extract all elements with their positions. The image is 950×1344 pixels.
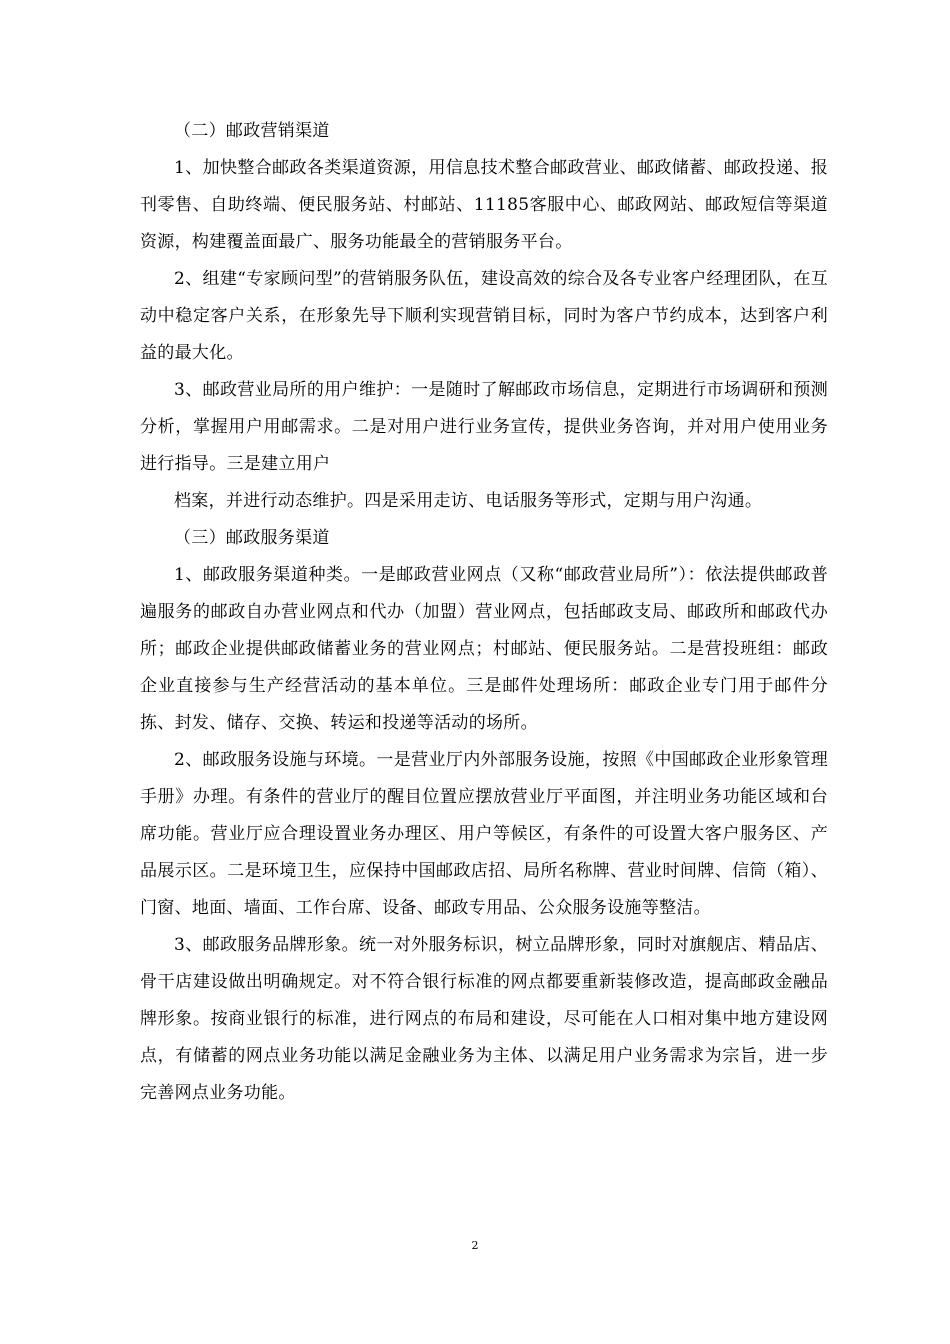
paragraph: 1、邮政服务渠道种类。一是邮政营业网点（又称“邮政营业局所”）：依法提供邮政普遍服务的邮政自办营业网点和代办（加盟）营业网点，包括邮政支局、邮政所和邮政代办所；邮政企业提供邮政储蓄业务的营业网点；村邮站、便民服务站。二是营投班组：邮政企业直接参与生产经营活动的基本单位。三是邮件处理场所：邮政企业专门用于邮件分拣、封发、储存、交换、转运和投递等活动的场所。: [140, 565, 828, 733]
paragraph: 1、加快整合邮政各类渠道资源，用信息技术整合邮政营业、邮政储蓄、邮政投递、报刊零售、自助终端、便民服务站、村邮站、11185客服中心、邮政网站、邮政短信等渠道资源，构建覆盖面最广、服务功能最全的营销服务平台。: [140, 158, 828, 252]
section-heading-service-channels: （三）邮政服务渠道: [174, 528, 330, 548]
paragraph: 3、邮政营业局所的用户维护：一是随时了解邮政市场信息，定期进行市场调研和预测分析，掌握用户用邮需求。二是对用户进行业务宣传，提供业务咨询，并对用户使用业务进行指导。三是建立用户: [140, 380, 828, 474]
paragraph: 档案，并进行动态维护。四是采用走访、电话服务等形式，定期与用户沟通。: [174, 491, 763, 511]
paragraph: 2、组建“专家顾问型”的营销服务队伍，建设高效的综合及各专业客户经理团队，在互动中稳定客户关系，在形象先导下顺利实现营销目标，同时为客户节约成本，达到客户利益的最大化。: [140, 269, 828, 363]
section-heading-marketing-channels: （二）邮政营销渠道: [174, 121, 330, 141]
paragraph: 2、邮政服务设施与环境。一是营业厅内外部服务设施，按照《中国邮政企业形象管理手册》办理。有条件的营业厅的醒目位置应摆放营业厅平面图，并注明业务功能区域和台席功能。营业厅应合理设置业务办理区、用户等候区，有条件的可设置大客户服务区、产品展示区。二是环境卫生，应保持中国邮政店招、局所名称牌、营业时间牌、信筒（箱）、门窗、地面、墙面、工作台席、设备、邮政专用品、公众服务设施等整洁。: [140, 750, 828, 918]
document-body: [140, 113, 828, 1112]
page-number: 2: [471, 1239, 479, 1252]
paragraph: 3、邮政服务品牌形象。统一对外服务标识，树立品牌形象，同时对旗舰店、精品店、骨干店建设做出明确规定。对不符合银行标准的网点都要重新装修改造，提高邮政金融品牌形象。按商业银行的标准，进行网点的布局和建设，尽可能在人口相对集中地方建设网点，有储蓄的网点业务功能以满足金融业务为主体、以满足用户业务需求为宗旨，进一步完善网点业务功能。: [140, 935, 828, 1103]
